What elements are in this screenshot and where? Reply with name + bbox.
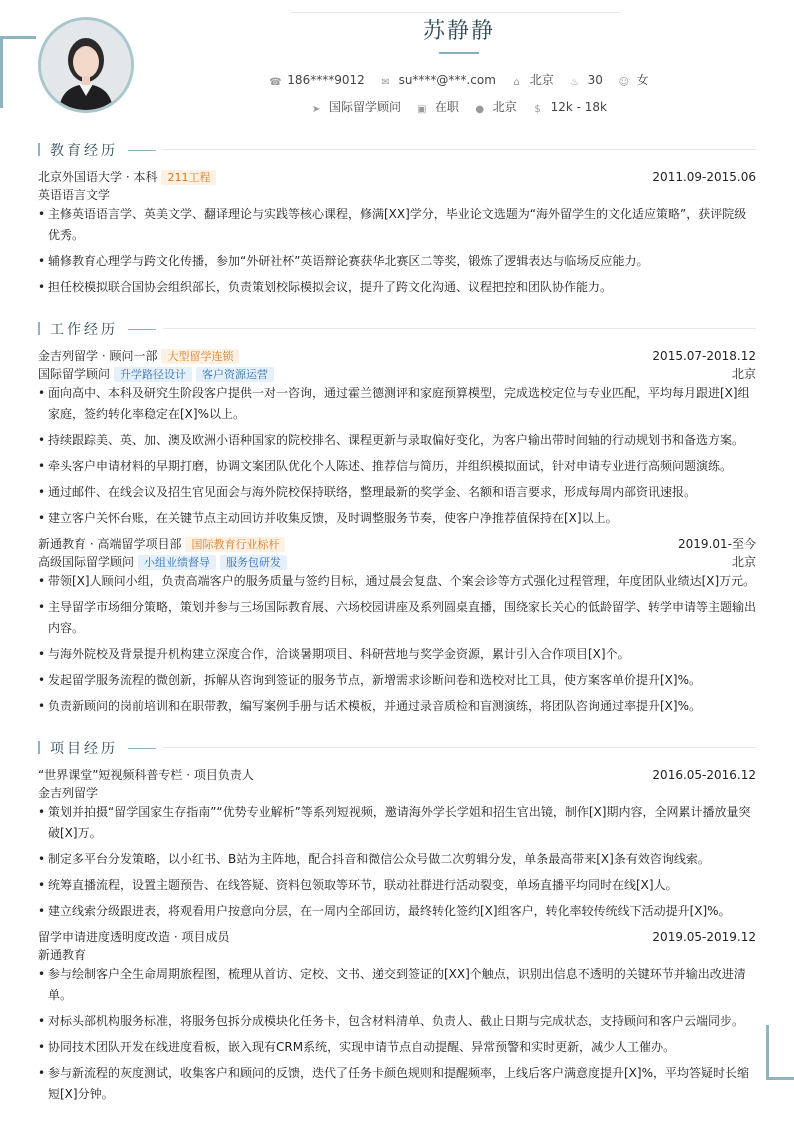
- age-text: 30: [587, 73, 603, 87]
- skill-tag: 升学路径设计: [114, 367, 192, 382]
- list-item: • 负责新顾问的岗前培训和在职带教，编写案例手册与话术模板，并通过录音质检和盲测演练，将团队咨询通过率提升[X]%。: [38, 696, 756, 717]
- education-section-title: [38, 140, 156, 160]
- home-icon: ⌂: [513, 77, 520, 88]
- project-org: 新通教育: [38, 948, 87, 962]
- list-item: • 参与新流程的灰度测试，收集客户和顾问的反馈，迭代了任务卡颜色规则和提醒频率，上线后客户满意度提升[X]%，平均答疑时长缩短[X]分钟。: [38, 1063, 756, 1105]
- skill-tag: 服务包研发: [220, 555, 287, 570]
- title-dash: [128, 329, 156, 330]
- phone-text: 186****9012: [287, 73, 365, 87]
- company-tag: 大型留学连锁: [161, 349, 239, 364]
- job-city: 北京: [731, 555, 756, 569]
- list-item: • 与海外院校及背景提升机构建立深度合作，洽谈暑期项目、科研营地与奖学金资源，累计引入合作项目[X]个。: [38, 644, 756, 665]
- list-item: • 建立客户关怀台账，在关键节点主动回访并收集反馈，及时调整服务节奏，使客户净推荐值保持在[X]以上。: [38, 508, 756, 529]
- school-name: 北京外国语大学 · 本科: [38, 170, 158, 184]
- list-item: • 建立线索分级跟进表，将观看用户按意向分层，在一周内全部回访，最终转化签约[X]组客户，转化率较传统线下活动提升[X]%。: [38, 901, 756, 922]
- list-item: • 面向高中、本科及研究生阶段客户提供一对一咨询，通过霍兰德测评和家庭预算模型，完成选校定位与专业匹配，平均每月跟进[X]组家庭，签约转化率稳定在[X]%以上。: [38, 383, 756, 425]
- header-top-line: [290, 12, 620, 13]
- list-item: • 统筹直播流程，设置主题预告、在线答疑、资料包领取等环节，联动社群进行活动裂变，单场直播平均同时在线[X]人。: [38, 875, 756, 896]
- title-bar: [38, 322, 40, 335]
- work-title-text: 工作经历: [50, 322, 118, 338]
- list-item: • 参与绘制客户全生命周期旅程图，梳理从首访、定校、文书、递交到签证的[XX]个触点，识别出信息不透明的关键环节并输出改进清单。: [38, 964, 756, 1006]
- projects-title-text: 项目经历: [50, 741, 118, 757]
- school-tag: 211工程: [161, 170, 216, 185]
- education-major: 英语语言文学: [38, 188, 111, 202]
- project-bullets: [38, 802, 756, 927]
- job-position: 国际留学顾问: [38, 367, 111, 381]
- section-divider: [163, 328, 756, 329]
- project-name: 留学申请进度透明度改造 · 项目成员: [38, 930, 230, 944]
- title-bar: [38, 143, 40, 156]
- cake-icon: ♨: [570, 77, 580, 88]
- send-icon: ➤: [311, 104, 321, 115]
- smile-icon: ☺: [618, 77, 630, 88]
- project-header: [38, 928, 756, 946]
- job-city: 北京: [731, 367, 756, 381]
- age-item: [570, 73, 603, 87]
- job-position: 高级国际留学顾问: [38, 555, 135, 569]
- list-item: • 对标头部机构服务标准，将服务包拆分成模块化任务卡，包含材料清单、负责人、截止日期与完成状态，支持顾问和客户云端同步。: [38, 1011, 756, 1032]
- work-section-title: [38, 319, 156, 339]
- list-item: • 策划并拍摄“留学国家生存指南”“优势专业解析”等系列短视频，邀请海外学长学姐和招生官出镜，制作[X]期内容，全网累计播放量突破[X]万。: [38, 802, 756, 844]
- list-item: • 带领[X]人顾问小组，负责高端客户的服务质量与签约目标，通过晨会复盘、个案会诊等方式强化过程管理，年度团队业绩达[X]万元。: [38, 571, 756, 592]
- home-item: [512, 73, 554, 87]
- gender-text: 女: [636, 73, 649, 87]
- candidate-name: 苏静静: [422, 19, 495, 44]
- position-item: [311, 100, 401, 114]
- title-dash: [128, 150, 156, 151]
- project-date: 2016.05-2016.12: [652, 768, 756, 782]
- list-item: • 担任校模拟联合国协会组织部长，负责策划校际模拟会议，提升了跨文化沟通、议程把控和团队协作能力。: [38, 277, 756, 298]
- company-name: 金吉列留学 · 顾问一部: [38, 349, 158, 363]
- job-position-row: [38, 553, 756, 571]
- list-item: • 持续跟踪美、英、加、澳及欧洲小语种国家的院校排名、课程更新与录取偏好变化，为客户输出带时间轴的行动规划书和备选方案。: [38, 430, 756, 451]
- contact-info-row: [0, 71, 794, 88]
- education-title-text: 教育经历: [50, 143, 118, 159]
- project-bullets: [38, 964, 756, 1110]
- list-item: • 制定多平台分发策略，以小红书、B站为主阵地，配合抖音和微信公众号做二次剪辑分发，单条最高带来[X]条有效咨询线索。: [38, 849, 756, 870]
- status-item: [417, 100, 459, 114]
- list-item: • 主修英语语言学、英美文学、翻译理论与实践等核心课程，修满[XX]学分，毕业论文选题为“海外留学生的文化适应策略”，获评院级优秀。: [38, 204, 756, 246]
- job-position-row: [38, 365, 756, 383]
- skill-tag: 小组业绩督导: [138, 555, 216, 570]
- section-divider: [163, 149, 756, 150]
- name-underline: [439, 52, 479, 54]
- home-text: 北京: [529, 73, 554, 87]
- title-dash: [128, 748, 156, 749]
- title-bar: [38, 741, 40, 754]
- salary-item: [533, 100, 607, 114]
- gender-item: [619, 73, 649, 87]
- projects-section-title: [38, 738, 156, 758]
- list-item: • 牵头客户申请材料的早期打磨，协调文案团队优化个人陈述、推荐信与简历，并组织模拟面试，针对申请专业进行高频问题演练。: [38, 456, 756, 477]
- location-icon: ●: [475, 104, 485, 115]
- briefcase-icon: ▣: [417, 104, 427, 115]
- email-text: su****@***.com: [398, 73, 496, 87]
- corner-decoration-bottom-right: [766, 1025, 794, 1080]
- education-header: [38, 168, 756, 186]
- job-bullets: [38, 383, 756, 534]
- money-icon: $: [534, 104, 541, 115]
- list-item: • 主导留学市场细分策略，策划并参与三场国际教育展、六场校园讲座及系列圆桌直播，围绕家长关心的低龄留学、转学申请等主题输出内容。: [38, 597, 756, 639]
- salary-text: 12k - 18k: [550, 100, 607, 114]
- job-date: 2015.07-2018.12: [652, 349, 756, 363]
- project-header: [38, 766, 756, 784]
- list-item: • 辅修教育心理学与跨文化传播，参加“外研社杯”英语辩论赛获华北赛区二等奖，锻炼了逻辑表达与临场反应能力。: [38, 251, 756, 272]
- job-intent-row: [0, 98, 794, 115]
- project-date: 2019.05-2019.12: [652, 930, 756, 944]
- job-header: [38, 535, 756, 553]
- list-item: • 协同技术团队开发在线进度看板，嵌入现有CRM系统，实现申请节点自动提醒、异常预警和实时更新，减少人工催办。: [38, 1037, 756, 1058]
- job-bullets: [38, 571, 756, 722]
- company-name: 新通教育 · 高端留学项目部: [38, 537, 182, 551]
- education-bullets: [38, 204, 756, 303]
- email-item: [381, 73, 496, 87]
- job-date: 2019.01-至今: [678, 537, 756, 551]
- phone-icon: ☎: [269, 77, 282, 88]
- skill-tag: 客户资源运营: [196, 367, 274, 382]
- mail-icon: ✉: [381, 77, 390, 88]
- list-item: • 发起留学服务流程的微创新，拆解从咨询到签证的服务节点，新增需求诊断问卷和选校对比工具，使方案客单价提升[X]%。: [38, 670, 756, 691]
- status-text: 在职: [434, 100, 459, 114]
- section-divider: [163, 747, 756, 748]
- location-item: [475, 100, 517, 114]
- job-header: [38, 347, 756, 365]
- education-date: 2011.09-2015.06: [652, 170, 756, 184]
- company-tag: 国际教育行业标杆: [185, 537, 285, 552]
- project-name: “世界课堂”短视频科普专栏 · 项目负责人: [38, 768, 254, 782]
- location-text: 北京: [492, 100, 517, 114]
- position-text: 国际留学顾问: [329, 100, 402, 114]
- phone-item: [269, 73, 364, 87]
- list-item: • 通过邮件、在线会议及招生官见面会与海外院校保持联络，整理最新的奖学金、名额和语言要求，形成每周内部资讯速报。: [38, 482, 756, 503]
- project-org: 金吉列留学: [38, 786, 99, 800]
